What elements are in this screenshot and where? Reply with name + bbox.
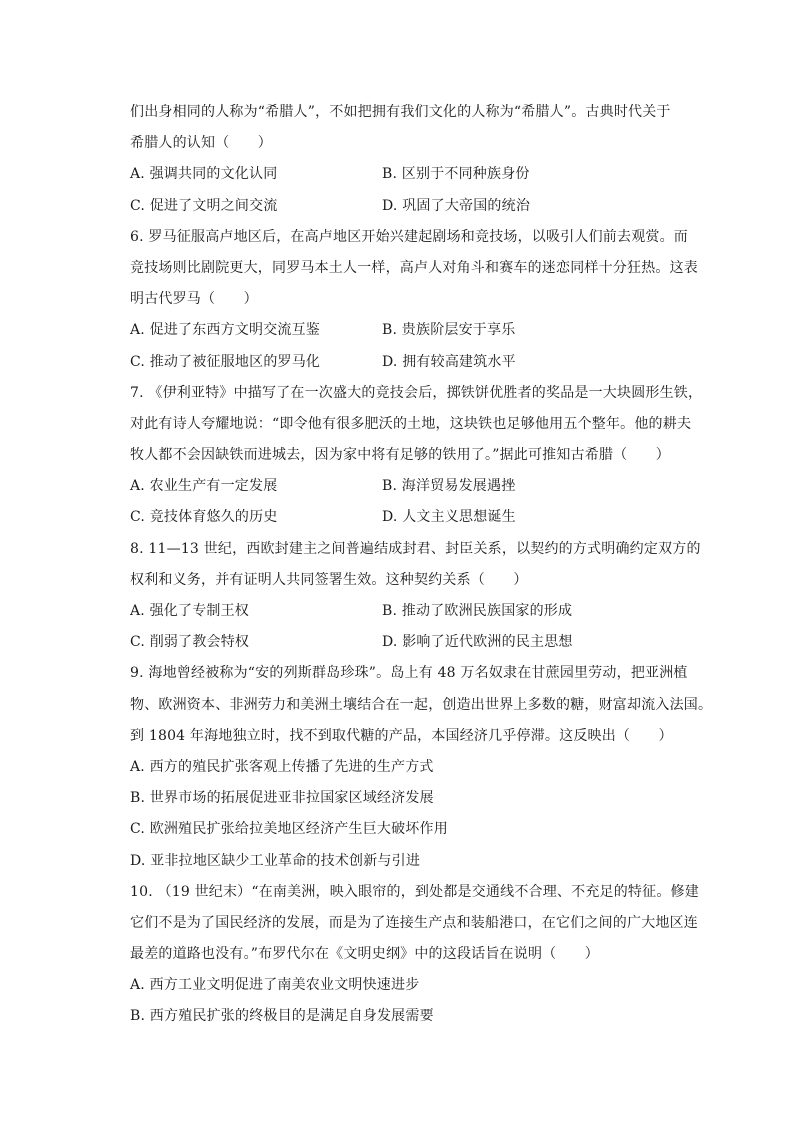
option-d: D. 亚非拉地区缺少工业革命的技术创新与引进 <box>130 852 421 869</box>
question-text-line: 6. 罗马征服高卢地区后，在高卢地区开始兴建起剧场和竞技场，以吸引人们前去观赏。而 <box>130 228 689 245</box>
question-7 <box>130 378 710 534</box>
question-text-line: 8. 11—13 世纪，西欧封建主之间普遍结成封君、封臣关系，以契约的方式明确约定双方的 <box>130 540 701 557</box>
option-c: C. 欧洲殖民扩张给拉美地区经济产生巨大破坏作用 <box>130 821 448 838</box>
question-9 <box>130 658 713 876</box>
option-row <box>130 627 710 658</box>
question-text-line: 7. 《伊利亚特》中描写了在一次盛大的竞技会后，掷铁饼优胜者的奖品是一大块圆形生铁， <box>130 384 703 401</box>
option-d: D. 影响了近代欧洲的民主思想 <box>382 634 573 651</box>
option-d: D. 拥有较高建筑水平 <box>382 353 516 370</box>
question-8 <box>130 534 710 659</box>
question-text-line: 牧人都不会因缺铁而进城去，因为家中将有足够的铁用了。”据此可推知古希腊（ ） <box>130 447 670 464</box>
question-10 <box>130 877 710 1033</box>
option-a: A. 促进了东西方文明交流互鉴 <box>130 322 321 339</box>
option-b: B. 海洋贸易发展遇挫 <box>382 478 516 495</box>
question-text-line: 权利和义务，并有证明人共同签署生效。这种契约关系（ ） <box>130 571 528 588</box>
option-row <box>130 347 710 378</box>
question-6 <box>130 222 710 378</box>
question-text-line: 们出身相同的人称为“希腊人”，不如把拥有我们文化的人称为“希腊人”。古典时代关于 <box>130 104 671 120</box>
question-text-line: 10. （19 世纪末）“在南美洲，映入眼帘的，到处都是交通线不合理、不充足的特征。修建 <box>130 883 699 900</box>
option-a: A. 西方的殖民扩张客观上传播了先进的生产方式 <box>130 758 434 775</box>
option-row <box>130 191 710 222</box>
option-c: C. 促进了文明之间交流 <box>130 197 278 214</box>
option-b: B. 西方殖民扩张的终极目的是满足自身发展需要 <box>130 1008 434 1025</box>
option-d: D. 人文主义思想诞生 <box>382 509 516 526</box>
option-a: A. 强化了专制王权 <box>130 603 250 619</box>
option-b: B. 世界市场的拓展促进亚非拉国家区域经济发展 <box>130 790 434 807</box>
option-row <box>130 596 710 627</box>
question-text-line: 竞技场则比剧院更大，同罗马本土人一样，高卢人对角斗和赛车的迷恋同样十分狂热。这表 <box>130 259 698 276</box>
option-d: D. 巩固了大帝国的统治 <box>382 197 531 214</box>
option-c: C. 削弱了教会特权 <box>130 634 250 651</box>
question-text-line: 到 1804 年海地独立时，找不到取代糖的产品，本国经济几乎停滞。这反映出（ ） <box>130 727 673 744</box>
option-row <box>130 159 710 190</box>
page-content <box>130 97 713 1033</box>
option-b: B. 推动了欧洲民族国家的形成 <box>382 603 573 619</box>
option-a: A. 西方工业文明促进了南美农业文明快速进步 <box>130 977 420 994</box>
question-5-continuation <box>130 97 710 222</box>
question-text-line: 对此有诗人夸耀地说：“即令他有很多肥沃的土地，这块铁也足够他用五个整年。他的耕夫 <box>130 415 692 432</box>
question-text-line: 它们不是为了国民经济的发展，而是为了连接生产点和装船港口，在它们之间的广大地区连 <box>130 914 698 931</box>
option-c: C. 竞技体育悠久的历史 <box>130 509 278 526</box>
option-row <box>130 471 710 502</box>
option-row <box>130 315 710 346</box>
question-text-line: 明古代罗马（ ） <box>130 291 258 308</box>
option-a: A. 强调共同的文化认同 <box>130 166 278 183</box>
option-c: C. 推动了被征服地区的罗马化 <box>130 353 321 370</box>
question-text-line: 物、欧洲资本、非洲劳力和美洲土壤结合在一起，创造出世界上多数的糖，财富却流入法国。 <box>130 696 713 713</box>
question-text-line: 最差的道路也没有。”布罗代尔在《文明史纲》中的这段话旨在说明（ ） <box>130 946 599 963</box>
option-row <box>130 502 710 533</box>
option-a: A. 农业生产有一定发展 <box>130 478 278 495</box>
option-b: B. 区别于不同种族身份 <box>382 166 530 183</box>
question-text-line: 希腊人的认知（ ） <box>130 135 272 152</box>
option-b: B. 贵族阶层安于享乐 <box>382 322 516 339</box>
question-text-line: 9. 海地曾经被称为“安的列斯群岛珍珠”。岛上有 48 万名奴隶在甘蔗园里劳动，把亚洲植 <box>130 665 688 682</box>
